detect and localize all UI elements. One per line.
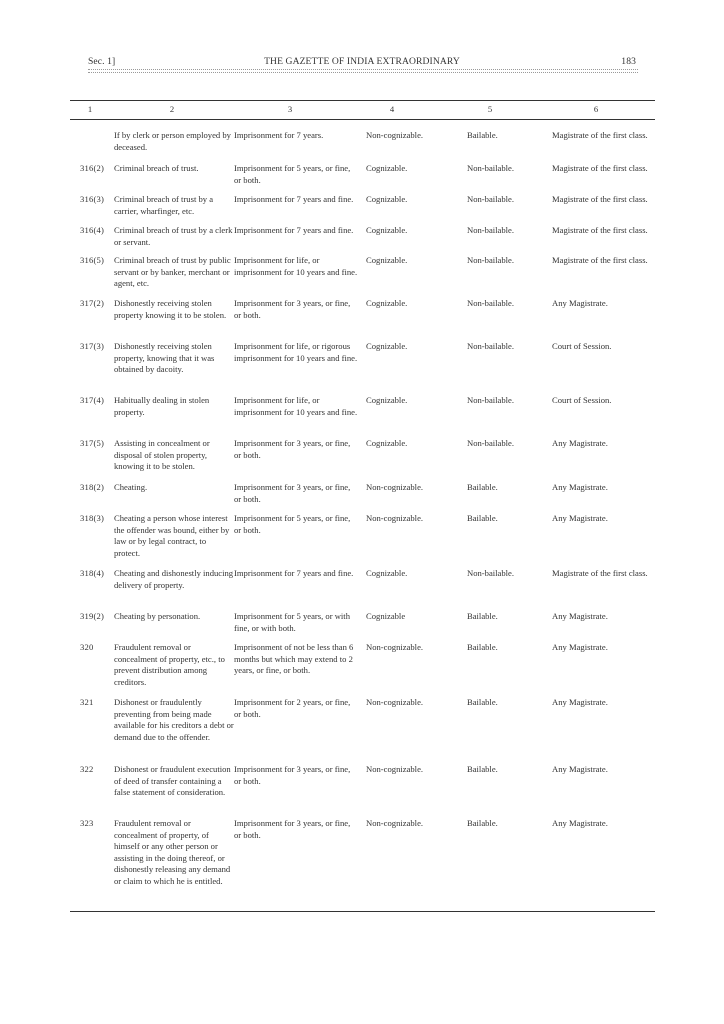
court-cell: Any Magistrate. bbox=[552, 764, 608, 774]
header-divider bbox=[88, 69, 638, 73]
section-cell: 317(5) bbox=[80, 438, 105, 448]
section-cell: 320 bbox=[80, 642, 94, 652]
gazette-title: THE GAZETTE OF INDIA EXTRAORDINARY bbox=[264, 56, 460, 67]
bail-cell: Bailable. bbox=[467, 513, 498, 523]
offence-cell: Cheating by personation. bbox=[114, 611, 201, 621]
bail-cell: Bailable. bbox=[467, 642, 498, 652]
section-cell: 316(4) bbox=[80, 225, 105, 235]
punishment-cell: Imprisonment for 3 years, or fine, or both. bbox=[234, 438, 351, 460]
punishment-cell: Imprisonment for 3 years, or fine, or both. bbox=[234, 298, 351, 320]
punishment-cell: Imprisonment for life, or rigorous imprisonment for 10 years and fine. bbox=[234, 341, 358, 363]
bail-cell: Non-bailable. bbox=[467, 194, 515, 204]
bail-cell: Bailable. bbox=[467, 130, 498, 140]
cognizance-cell: Non-cognizable. bbox=[366, 482, 424, 492]
column-header-3: 3 bbox=[287, 104, 293, 114]
bail-cell: Bailable. bbox=[467, 482, 498, 492]
cognizance-cell: Cognizable. bbox=[366, 255, 408, 265]
punishment-cell: Imprisonment for 5 years, or with fine, or with both. bbox=[234, 611, 350, 633]
court-cell: Magistrate of the first class. bbox=[552, 194, 648, 204]
punishment-cell: Imprisonment for 7 years and fine. bbox=[234, 194, 354, 204]
section-cell: 322 bbox=[80, 764, 94, 774]
bail-cell: Non-bailable. bbox=[467, 568, 515, 578]
page-number: 183 bbox=[621, 56, 636, 67]
offence-cell: Assisting in concealment or disposal of stolen property, knowing it to be stolen. bbox=[114, 438, 210, 472]
cognizance-cell: Non-cognizable. bbox=[366, 697, 424, 707]
punishment-cell: Imprisonment for 7 years and fine. bbox=[234, 568, 354, 578]
column-header-1: 1 bbox=[87, 104, 93, 114]
offence-cell: Habitually dealing in stolen property. bbox=[114, 395, 210, 417]
court-cell: Any Magistrate. bbox=[552, 298, 608, 308]
column-header-2: 2 bbox=[169, 104, 175, 114]
section-label: Sec. 1] bbox=[88, 56, 116, 67]
offence-cell: Cheating a person whose interest the offender was bound, either by law or by legal contract, to protect. bbox=[114, 513, 230, 558]
offence-cell: Criminal breach of trust by a carrier, wharfinger, etc. bbox=[114, 194, 214, 216]
bail-cell: Non-bailable. bbox=[467, 341, 515, 351]
section-cell: 318(4) bbox=[80, 568, 105, 578]
cognizance-cell: Cognizable. bbox=[366, 568, 408, 578]
punishment-cell: Imprisonment for life, or imprisonment for 10 years and fine. bbox=[234, 395, 358, 417]
bail-cell: Bailable. bbox=[467, 764, 498, 774]
punishment-cell: Imprisonment for 2 years, or fine, or both. bbox=[234, 697, 351, 719]
offence-cell: Fraudulent removal or concealment of property, of himself or any other person or assisting in the doing thereof, or dishonestly releasing any demand or claim to which he is entitled. bbox=[114, 818, 231, 886]
offence-cell: Dishonestly receiving stolen property knowing it to be stolen. bbox=[114, 298, 227, 320]
bail-cell: Bailable. bbox=[467, 611, 498, 621]
offence-cell: Criminal breach of trust by public servant or by banker, merchant or agent, etc. bbox=[114, 255, 231, 289]
punishment-cell: Imprisonment for 7 years. bbox=[234, 130, 324, 140]
court-cell: Any Magistrate. bbox=[552, 513, 608, 523]
court-cell: Any Magistrate. bbox=[552, 611, 608, 621]
bail-cell: Non-bailable. bbox=[467, 255, 515, 265]
cognizance-cell: Cognizable. bbox=[366, 438, 408, 448]
section-cell: 323 bbox=[80, 818, 94, 828]
offence-cell: Dishonestly receiving stolen property, knowing that it was obtained by dacoity. bbox=[114, 341, 215, 375]
offence-cell: Criminal breach of trust by a clerk or servant. bbox=[114, 225, 233, 247]
punishment-cell: Imprisonment for 7 years and fine. bbox=[234, 225, 354, 235]
court-cell: Any Magistrate. bbox=[552, 438, 608, 448]
offence-cell: Dishonest or fraudulent execution of deed of transfer containing a false statement of consideration. bbox=[114, 764, 231, 798]
column-header-5: 5 bbox=[487, 104, 493, 114]
table-top-rule bbox=[70, 100, 655, 101]
section-cell: 317(4) bbox=[80, 395, 105, 405]
offence-cell: Fraudulent removal or concealment of property, etc., to prevent distribution among creditors. bbox=[114, 642, 225, 687]
section-cell: 321 bbox=[80, 697, 94, 707]
punishment-cell: Imprisonment of not be less than 6 months but which may extend to 2 years, or fine, or both. bbox=[234, 642, 354, 676]
court-cell: Any Magistrate. bbox=[552, 642, 608, 652]
section-cell: 318(2) bbox=[80, 482, 105, 492]
court-cell: Magistrate of the first class. bbox=[552, 225, 648, 235]
cognizance-cell: Cognizable bbox=[366, 611, 406, 621]
court-cell: Magistrate of the first class. bbox=[552, 568, 648, 578]
cognizance-cell: Non-cognizable. bbox=[366, 642, 424, 652]
cognizance-cell: Non-cognizable. bbox=[366, 513, 424, 523]
punishment-cell: Imprisonment for 3 years, or fine, or both. bbox=[234, 764, 351, 786]
offence-cell: Cheating. bbox=[114, 482, 148, 492]
court-cell: Magistrate of the first class. bbox=[552, 163, 648, 173]
bail-cell: Bailable. bbox=[467, 697, 498, 707]
section-cell: 319(2) bbox=[80, 611, 105, 621]
punishment-cell: Imprisonment for 3 years, or fine, or both. bbox=[234, 482, 351, 504]
court-cell: Magistrate of the first class. bbox=[552, 255, 648, 265]
section-cell: 316(5) bbox=[80, 255, 105, 265]
cognizance-cell: Cognizable. bbox=[366, 298, 408, 308]
court-cell: Any Magistrate. bbox=[552, 818, 608, 828]
punishment-cell: Imprisonment for life, or imprisonment for 10 years and fine. bbox=[234, 255, 358, 277]
table-bottom-rule bbox=[70, 911, 655, 912]
cognizance-cell: Cognizable. bbox=[366, 341, 408, 351]
column-header-4: 4 bbox=[389, 104, 395, 114]
cognizance-cell: Cognizable. bbox=[366, 225, 408, 235]
bail-cell: Non-bailable. bbox=[467, 225, 515, 235]
bail-cell: Non-bailable. bbox=[467, 163, 515, 173]
bail-cell: Non-bailable. bbox=[467, 395, 515, 405]
section-cell: 318(3) bbox=[80, 513, 105, 523]
cognizance-cell: Cognizable. bbox=[366, 163, 408, 173]
punishment-cell: Imprisonment for 5 years, or fine, or both. bbox=[234, 163, 351, 185]
punishment-cell: Imprisonment for 5 years, or fine, or both. bbox=[234, 513, 351, 535]
court-cell: Court of Session. bbox=[552, 395, 612, 405]
offence-cell: Cheating and dishonestly inducing delivery of property. bbox=[114, 568, 234, 590]
court-cell: Court of Session. bbox=[552, 341, 612, 351]
punishment-cell: Imprisonment for 3 years, or fine, or both. bbox=[234, 818, 351, 840]
bail-cell: Non-bailable. bbox=[467, 438, 515, 448]
bail-cell: Bailable. bbox=[467, 818, 498, 828]
cognizance-cell: Non-cognizable. bbox=[366, 818, 424, 828]
section-cell: 317(3) bbox=[80, 341, 105, 351]
section-cell: 317(2) bbox=[80, 298, 105, 308]
table-header-rule bbox=[70, 119, 655, 120]
cognizance-cell: Non-cognizable. bbox=[366, 130, 424, 140]
column-header-6: 6 bbox=[593, 104, 599, 114]
offence-cell: Dishonest or fraudulently preventing from being made available for his creditors a debt or demand due to the offender. bbox=[114, 697, 234, 742]
cognizance-cell: Cognizable. bbox=[366, 194, 408, 204]
section-cell: 316(3) bbox=[80, 194, 105, 204]
bail-cell: Non-bailable. bbox=[467, 298, 515, 308]
section-cell: 316(2) bbox=[80, 163, 105, 173]
court-cell: Magistrate of the first class. bbox=[552, 130, 648, 140]
court-cell: Any Magistrate. bbox=[552, 482, 608, 492]
offence-cell: Criminal breach of trust. bbox=[114, 163, 199, 173]
cognizance-cell: Cognizable. bbox=[366, 395, 408, 405]
court-cell: Any Magistrate. bbox=[552, 697, 608, 707]
cognizance-cell: Non-cognizable. bbox=[366, 764, 424, 774]
offence-cell: If by clerk or person employed by deceased. bbox=[114, 130, 231, 152]
